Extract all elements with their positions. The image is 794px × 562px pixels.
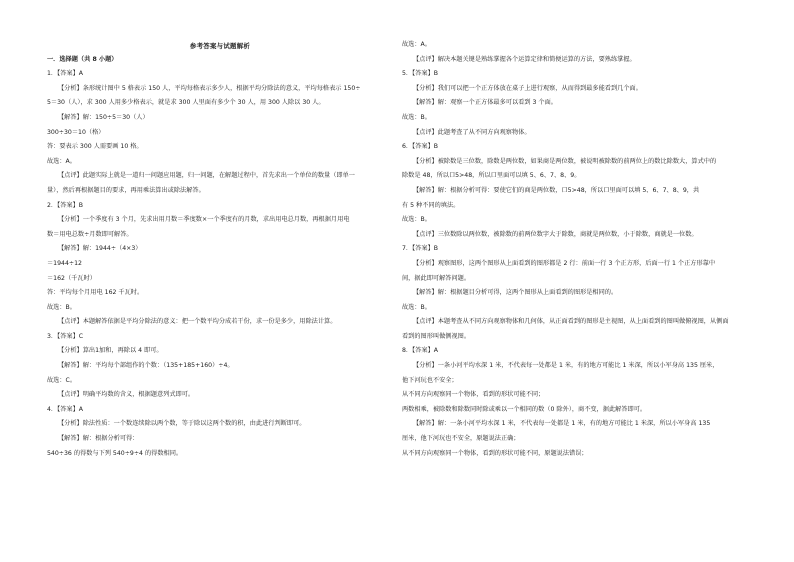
text-line: 【分析】条形统计图中 5 格表示 150 人，平均每格表示多少人，根据平均分除法的意义，平均每格表示 150÷ — [58, 84, 361, 92]
text-line: 3．【答案】C — [47, 332, 84, 340]
text-line: 【解答】解：根据分析可得： — [58, 435, 139, 443]
text-line: 【分析】我们可以把一个正方体放在桌子上进行观察，从而得到最多能看到几个面。 — [413, 84, 642, 92]
text-line: 【分析】算出1加和，再除以 4 即可。 — [58, 347, 163, 355]
text-line: 2．【答案】B — [47, 201, 84, 209]
text-line: ＝162（千瓦时） — [47, 274, 96, 282]
text-line: ＝1944÷12 — [47, 259, 82, 267]
text-line: 5．【答案】B — [402, 70, 439, 78]
text-line: 故选：B。 — [402, 113, 431, 121]
text-line: 【点评】本题解答依据是平均分除法的意义：把一个数平均分成若干份，求一份是多少，用除法计算。 — [58, 318, 337, 326]
text-line: 【解答】解：根据题目分析可得，这两个图形从上面看到的图形是相同的。 — [413, 289, 618, 297]
text-line: 从不同方向观察同一个物体，看到的形状可能不同； — [402, 391, 545, 399]
text-line: 故选：B。 — [402, 303, 431, 311]
text-line: 一．选择题（共 8 小题） — [47, 55, 118, 63]
text-line: 【点评】本题考查从不同方向观察物体和几何体，从正面看到的图形是主视图，从上面看到的图叫做俯视图，从侧面 — [413, 318, 729, 326]
text-line: 两数相乘，被除数和除数同时除或乘以一个相同的数（0 除外），商不变，据此解答即可。 — [402, 405, 647, 413]
text-line: 故选：A。 — [402, 41, 431, 48]
text-line: 540÷36 的得数与下列 540÷9÷4 的得数相同。 — [47, 449, 183, 457]
text-line: 他下河玩也不安全； — [402, 376, 458, 384]
text-line: 故选：A。 — [47, 157, 76, 165]
text-line: 数＝用电总数÷月数即可解答。 — [47, 230, 133, 238]
text-line: 答：平均每个月用电 162 千瓦时。 — [47, 289, 144, 297]
text-line — [47, 38, 392, 53]
text-line: 【分析】被除数是三位数，除数是两位数，如果商是两位数，被说明被除数的前两位上的数比除数大，算式中的 — [413, 157, 717, 165]
right-column — [402, 38, 754, 461]
page-title: 参考答案与试题解析 — [189, 42, 251, 50]
text-line: 300÷30＝10（格） — [47, 128, 105, 136]
text-line: 【解答】解：150÷5＝30（人） — [58, 113, 149, 121]
text-line: 量），然后再根据题目的要求，再用乘法算出或除法解答。 — [47, 186, 205, 194]
text-line: 除数是 48，所以口5>48，所以口里面可以填 5、6、7、8、9。 — [402, 172, 581, 180]
left-column — [47, 38, 392, 461]
text-line: 【解答】解：平均每个部组作的个数：（135+185+160）÷4。 — [58, 362, 234, 370]
text-line: 【分析】一条小河平均水深 1 米，不代表每一处都是 1 米，有的地方可能比 1 米深，所以小军身高 135 厘米， — [413, 362, 719, 370]
text-line: 【分析】除法性质：一个数连续除以两个数，等于除以这两个数的积，由此进行判断即可。 — [58, 420, 306, 428]
text-line: 有 5 种不同的填法。 — [402, 201, 460, 209]
text-line: 故选：C。 — [47, 376, 77, 384]
text-line: 厘米，他下河玩也不安全，原题说法正确； — [402, 435, 520, 443]
text-line: 看到的图形叫做侧视图。 — [402, 332, 471, 340]
text-line: 4．【答案】A — [47, 405, 84, 413]
text-line: 【点评】明确平均数的含义，根据题意列式即可。 — [58, 391, 195, 399]
text-line: 【点评】此题实际上就是一道归一问题应用题，归一问题，在解题过程中，首先求出一个单位的数量（即单一 — [58, 172, 355, 180]
text-line: 故选：B。 — [402, 216, 431, 224]
text-line: 【解答】解：1944÷（4×3） — [58, 245, 142, 253]
text-line: 1．【答案】A — [47, 70, 84, 78]
text-line: 5＝30（人），求 300 人用多少格表示，就是求 300 人里面有多少个 30 人，用 300 人除以 30 人。 — [47, 99, 325, 107]
text-line: 【解答】解：观察一个正方体最多可以看到 3 个面。 — [413, 99, 557, 107]
text-line: 7．【答案】B — [402, 245, 439, 253]
text-line: 从不同方向观察同一个物体，看到的形状可能不同，原题说法错误； — [402, 449, 588, 457]
text-line: 【分析】观察图形，这两个图形从上面看到的图形都是 2 行：前面一行 3 个正方形，后面一行 1 个正方形靠中 — [413, 259, 716, 267]
text-line: 【解答】解：根据分析可得：要使它们的商是两位数，口5>48，所以口里面可以填 5、6、7、8、9，共 — [413, 186, 700, 194]
text-line: 故选：B。 — [47, 303, 76, 311]
text-line: 【点评】此题考查了从不同方向观察物体。 — [413, 128, 531, 136]
text-line: 【分析】一个季度有 3 个月，先求出用月数＝季度数×一个季度有的月数，求出用电总月数，再根据月用电 — [58, 216, 350, 224]
text-line: 6．【答案】B — [402, 143, 439, 151]
text-line: 【解答】解：一条小河平均水深 1 米，不代表每一处都是 1 米，有的地方可能比 1 米深，所以小军身高 135 — [413, 420, 711, 428]
text-line: 间，据此即可解答问题。 — [402, 274, 471, 282]
text-line: 答：要表示 300 人需要画 10 格。 — [47, 143, 143, 151]
text-line: 【点评】解决本题关键是熟练掌握各个运算定律和简便运算的方法，要熟练掌握。 — [413, 55, 636, 63]
text-line: 8．【答案】A — [402, 347, 439, 355]
text-line: 【点评】三位数除以两位数，被除数的前两位数字大于除数，商就是两位数，小于除数，商就是一位数。 — [413, 230, 698, 238]
